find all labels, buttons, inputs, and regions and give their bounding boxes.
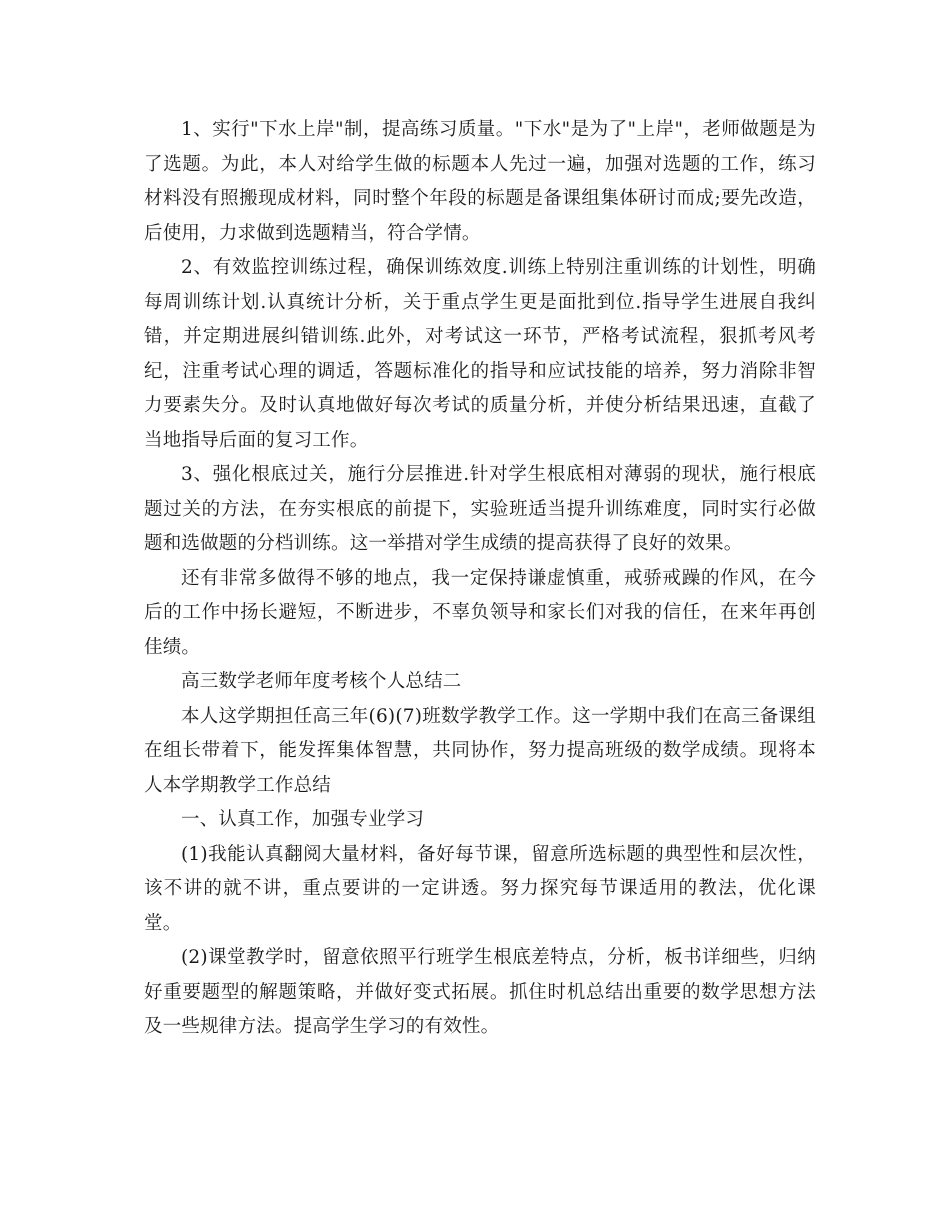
paragraph-lesson-preparation: (1)我能认真翻阅大量材料，备好每节课，留意所选标题的典型性和层次性，该不讲的就不讲，重点要讲的一定讲透。努力探究每节课适用的教法，优化课堂。 — [144, 843, 816, 934]
paragraph-classroom-teaching: (2)课堂教学时，留意依照平行班学生根底差特点，分析，板书详细些，归纳好重要题型的解题策略，并做好变式拓展。抓住时机总结出重要的数学思想方法及一些规律方法。提高学生学习的有效性。 — [144, 947, 816, 1037]
paragraph-foundation-layering: 3、强化根底过关，施行分层推进.针对学生根底相对薄弱的现状，施行根底题过关的方法，在夯实根底的前提下，实验班适当提升训练难度，同时实行必做题和选做题的分档训练。这一举措对学生成绩的提高获得了良好的效果。 — [144, 464, 816, 554]
paragraph-practice-quality: 1、实行"下水上岸"制，提高练习质量。"下水"是为了"上岸"，老师做题是为了选题。为此，本人对给学生做的标题本人先过一遍，加强对选题的工作，练习材料没有照搬现成材料，同时整个年段的标题是备课组集体研讨而成;要先改造，后使用，力求做到选题精当，符合学情。 — [144, 119, 816, 244]
section-title-summary-two: 高三数学老师年度考核个人总结二 — [181, 671, 462, 692]
paragraph-intro-summary-two: 本人这学期担任高三年(6)(7)班数学教学工作。这一学期中我们在高三备课组在组长带着下，能发挥集体智慧，共同协作，努力提高班级的数学成绩。现将本人本学期教学工作总结 — [144, 705, 816, 796]
document-page — [144, 113, 816, 1045]
heading-work-and-study: 一、认真工作，加强专业学习 — [181, 809, 425, 830]
paragraph-training-monitoring: 2、有效监控训练过程，确保训练效度.训练上特别注重训练的计划性，明确每周训练计划.认真统计分析，关于重点学生更是面批到位.指导学生进展自我纠错，并定期进展纠错训练.此外，对考试这一环节，严格考试流程，狠抓考风考纪，注重考试心理的调适，答题标准化的指导和应试技能的培养，努力消除非智力要素失分。及时认真地做好每次考试的质量分析，并使分析结果迅速，直截了当地指导后面的复习工作。 — [144, 257, 816, 451]
paragraph-closing-remarks: 还有非常多做得不够的地点，我一定保持谦虚慎重，戒骄戒躁的作风，在今后的工作中扬长避短，不断进步，不辜负领导和家长们对我的信任，在来年再创佳绩。 — [144, 567, 816, 658]
